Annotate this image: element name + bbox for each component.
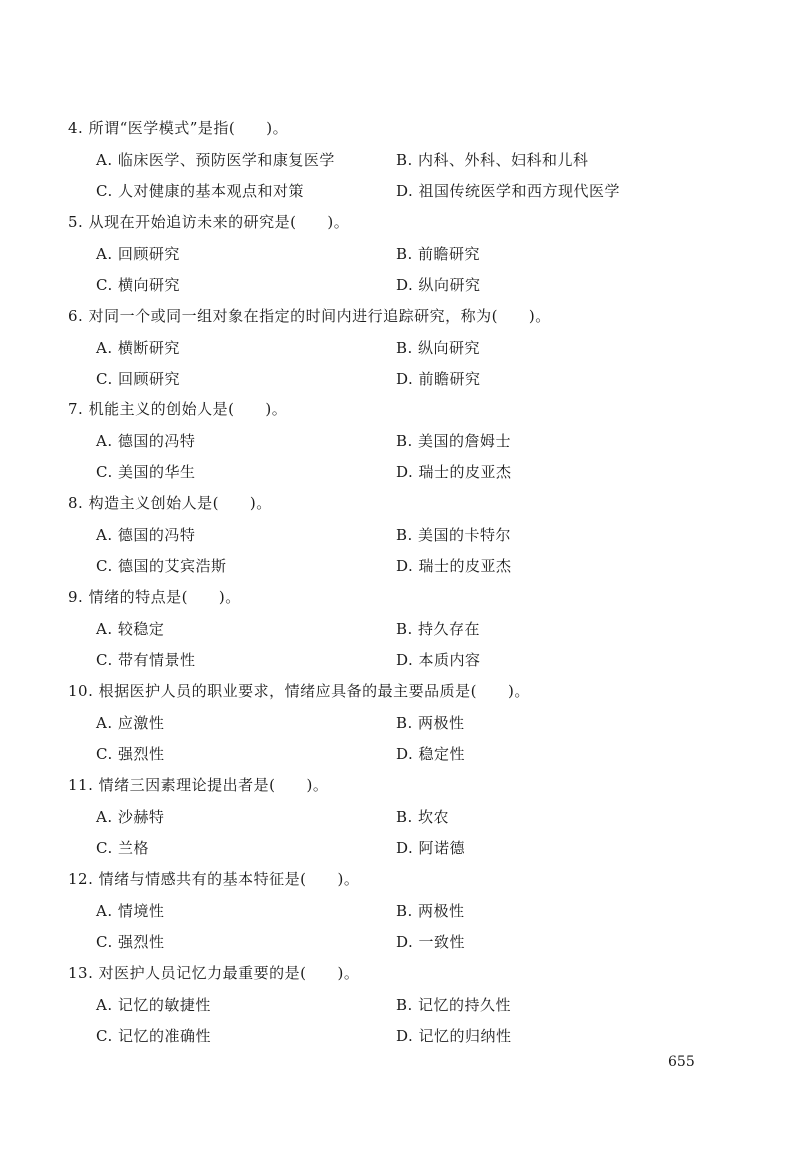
option-a: A. 记忆的敏捷性 xyxy=(96,996,211,1014)
question-stem: 7. 机能主义的创始人是( )。 xyxy=(68,400,288,418)
question-stem: 11. 情绪三因素理论提出者是( )。 xyxy=(68,776,329,794)
page-number: 655 xyxy=(668,1054,695,1070)
option-a: A. 沙赫特 xyxy=(96,808,165,826)
option-d: D. 纵向研究 xyxy=(396,276,481,294)
question-stem: 13. 对医护人员记忆力最重要的是( )。 xyxy=(68,964,360,982)
option-a: A. 临床医学、预防医学和康复医学 xyxy=(96,151,335,169)
option-b: B. 两极性 xyxy=(396,714,465,732)
option-c: C. 回顾研究 xyxy=(96,370,180,388)
option-c: C. 强烈性 xyxy=(96,745,165,763)
option-d: D. 瑞士的皮亚杰 xyxy=(396,557,512,575)
option-a: A. 回顾研究 xyxy=(96,245,180,263)
question-stem: 12. 情绪与情感共有的基本特征是( )。 xyxy=(68,870,360,888)
option-d: D. 本质内容 xyxy=(396,651,481,669)
option-c: C. 带有情景性 xyxy=(96,651,196,669)
option-d: D. 记忆的归纳性 xyxy=(396,1027,512,1045)
option-a: A. 较稳定 xyxy=(96,620,165,638)
option-a: A. 情境性 xyxy=(96,902,165,920)
question-stem: 10. 根据医护人员的职业要求，情绪应具备的最主要品质是( )。 xyxy=(68,682,530,700)
option-a: A. 横断研究 xyxy=(96,339,180,357)
option-b: B. 内科、外科、妇科和儿科 xyxy=(396,151,589,169)
option-d: D. 祖国传统医学和西方现代医学 xyxy=(396,182,621,200)
option-c: C. 美国的华生 xyxy=(96,463,196,481)
option-c: C. 强烈性 xyxy=(96,933,165,951)
question-stem: 9. 情绪的特点是( )。 xyxy=(68,588,241,606)
option-c: C. 兰格 xyxy=(96,839,149,857)
question-stem: 8. 构造主义创始人是( )。 xyxy=(68,494,272,512)
option-a: A. 德国的冯特 xyxy=(96,526,196,544)
option-a: A. 应激性 xyxy=(96,714,165,732)
option-b: B. 坎农 xyxy=(396,808,450,826)
option-c: C. 记忆的准确性 xyxy=(96,1027,211,1045)
question-stem: 6. 对同一个或同一组对象在指定的时间内进行追踪研究，称为( )。 xyxy=(68,307,551,325)
option-c: C. 德国的艾宾浩斯 xyxy=(96,557,227,575)
option-a: A. 德国的冯特 xyxy=(96,432,196,450)
option-d: D. 稳定性 xyxy=(396,745,466,763)
option-b: B. 美国的詹姆士 xyxy=(396,432,512,450)
option-d: D. 前瞻研究 xyxy=(396,370,481,388)
option-c: C. 横向研究 xyxy=(96,276,180,294)
question-stem: 4. 所谓“医学模式”是指( )。 xyxy=(68,119,289,137)
option-c: C. 人对健康的基本观点和对策 xyxy=(96,182,304,200)
option-b: B. 美国的卡特尔 xyxy=(396,526,512,544)
option-b: B. 前瞻研究 xyxy=(396,245,481,263)
question-stem: 5. 从现在开始追访未来的研究是( )。 xyxy=(68,213,350,231)
option-d: D. 一致性 xyxy=(396,933,466,951)
option-d: D. 瑞士的皮亚杰 xyxy=(396,463,512,481)
option-d: D. 阿诺德 xyxy=(396,839,466,857)
option-b: B. 纵向研究 xyxy=(396,339,481,357)
option-b: B. 记忆的持久性 xyxy=(396,996,512,1014)
option-b: B. 持久存在 xyxy=(396,620,481,638)
option-b: B. 两极性 xyxy=(396,902,465,920)
